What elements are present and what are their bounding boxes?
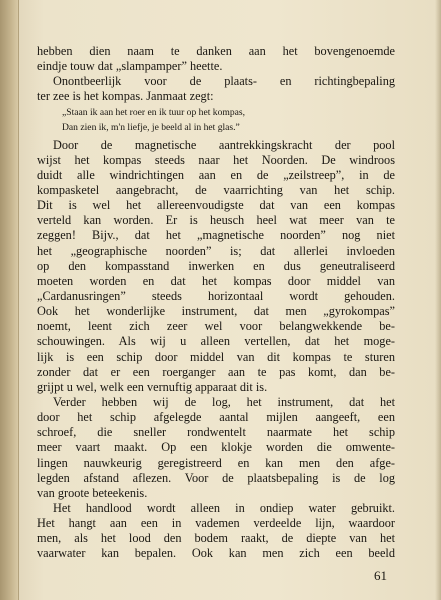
text-line: het „geographische noorden” is; dat allerlei invloeden [37, 243, 395, 258]
text-line: Ook het wonderlijke instrument, dat men „gyrokompas” [37, 304, 395, 319]
text-line: men, als het lood den bodem raakt, de diepte van het [37, 531, 395, 546]
text-line: Het hangt aan een in vademen verdeelde lijn, waardoor [37, 516, 395, 531]
text-line: noemt, leent zich zeer wel voor belangwekkende be- [37, 319, 395, 334]
quote-line: „Staan ik aan het roer en ik tuur op het kompas, [62, 106, 246, 118]
quote-line: Dan zien ik, m'n liefje, je beeld al in het glas.” [62, 122, 240, 134]
text-line: Het handlood wordt alleen in ondiep water gebruikt. [53, 500, 395, 515]
text-line: vaarwater kan bepalen. Ook kan men zich een beeld [37, 546, 395, 561]
page-edge-shadow [435, 0, 441, 600]
text-line: schroef, die sneller rondwentelt naarmate het schip [37, 425, 395, 440]
text-line: schouwingen. Als wij u alleen vertellen, dat het moge- [37, 334, 395, 349]
text-line: wijst het kompas steeds naar het Noorden. De windroos [37, 152, 395, 167]
text-line: hebben dien naam te danken aan het bovengenoemde [37, 44, 395, 58]
text-line: Verder hebben wij de log, het instrument, dat het [53, 394, 395, 409]
page-text [37, 44, 395, 562]
text-line: Door de magnetische aantrekkingskracht der pool [53, 137, 395, 152]
text-line: Onontbeerlijk voor de plaats- en richtingbepaling [53, 74, 395, 89]
text-line: door het schip afgelegde aantal mijlen aangeeft, een [37, 410, 395, 425]
text-line: ter zee is het kompas. Janmaat zegt: [37, 89, 214, 104]
text-line: grijpt u wel, welk een vernuftig apparaat dit is. [37, 379, 268, 394]
text-line: duidt alle windrichtingen aan en de „zeilstreep”, in de [37, 167, 395, 182]
quotation [37, 107, 395, 134]
text-line: van groote beteekenis. [37, 485, 148, 500]
text-line: kompasketel aangebracht, de vaarrichting van het schip. [37, 182, 395, 197]
text-line: legden afstand aflezen. Voor de plaatsbepaling is de log [37, 470, 395, 485]
text-line: op den kompasstand inwerken en dus geneutraliseerd [37, 258, 395, 273]
intro-paragraphs [37, 44, 395, 105]
text-line: Dit is wel het allereenvoudigste dat van een kompas [37, 198, 395, 213]
body-paragraphs [37, 138, 395, 562]
text-line: lingen nauwkeurig geregistreerd en kan men den afge- [37, 455, 395, 470]
text-line: zonder dat er een roerganger aan te pas komt, dan be- [37, 364, 395, 379]
text-line: meer vaart maakt. Op een klokje worden die omwente- [37, 440, 395, 455]
text-line: verteld kan worden. Er is heusch heel wat meer van te [37, 213, 395, 228]
page-number: 61 [374, 568, 387, 583]
text-line: moeten worden en dat het kompas door middel van [37, 273, 395, 288]
text-line: lijk is een schip door middel van dit kompas te sturen [37, 349, 395, 364]
book-spine [0, 0, 18, 600]
text-line: zeggen! Bijv., dat het „magnetische noorden” nog niet [37, 228, 395, 243]
text-line: eindje touw dat „slampamper” heette. [37, 59, 223, 74]
text-line: „Cardanusringen” steeds horizontaal wordt gehouden. [37, 288, 395, 303]
